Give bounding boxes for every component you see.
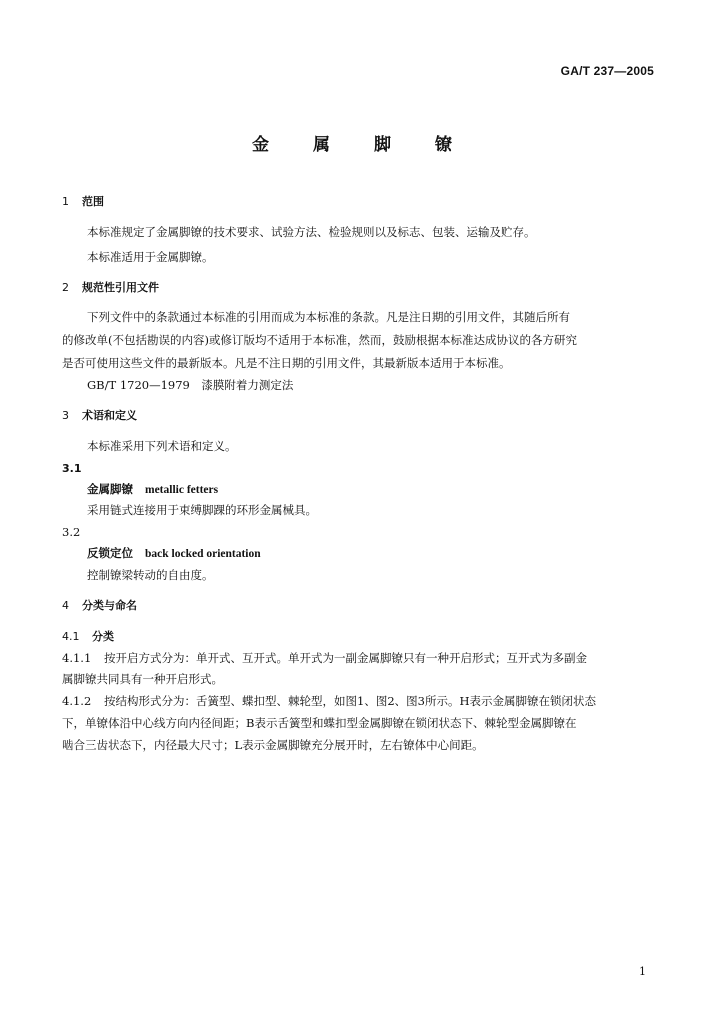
paragraph-line: 下列文件中的条款通过本标准的引用而成为本标准的条款。凡是注日期的引用文件，其随后所有 xyxy=(87,310,570,324)
section-number: 2 xyxy=(62,281,69,294)
clause-number: 4.1.2 xyxy=(62,694,92,708)
term-english: back locked orientation xyxy=(145,548,261,560)
section-title: 分类与命名 xyxy=(82,599,137,612)
section-number: 1 xyxy=(62,195,69,208)
term-definition: 控制镣梁转动的自由度。 xyxy=(87,568,214,582)
section-3-heading xyxy=(62,408,137,424)
section-title: 术语和定义 xyxy=(82,409,137,422)
paragraph: 本标准采用下列术语和定义。 xyxy=(87,439,237,453)
clause-number: 4.1.1 xyxy=(62,651,92,665)
page-number: 1 xyxy=(639,965,646,978)
term-chinese: 金属脚镣 xyxy=(87,482,133,496)
paragraph-line: 下，单镣体沿中心线方向内径间距；B表示舌簧型和蝶扣型金属脚镣在锁闭状态下、棘轮型金属脚镣在 xyxy=(62,716,577,730)
subsection-4-1-heading xyxy=(62,629,114,645)
clause-number: 3.2 xyxy=(62,525,81,539)
term-definition: 采用链式连接用于束缚脚踝的环形金属械具。 xyxy=(87,503,317,517)
paragraph-line: 属脚镣共同具有一种开启形式。 xyxy=(62,672,223,686)
section-number: 3 xyxy=(62,409,69,422)
section-4-heading xyxy=(62,598,137,614)
paragraph: 本标准规定了金属脚镣的技术要求、试验方法、检验规则以及标志、包装、运输及贮存。 xyxy=(87,225,536,239)
clause-text: 按结构形式分为：舌簧型、蝶扣型、棘轮型，如图1、图2、图3所示。H表示金属脚镣在锁闭状态 xyxy=(104,694,596,708)
clause-4-1-1-line xyxy=(62,650,587,666)
term-entry xyxy=(87,481,218,498)
section-number: 4 xyxy=(62,599,69,612)
paragraph: 本标准适用于金属脚镣。 xyxy=(87,250,214,264)
document-title: 金属脚镣 xyxy=(252,135,496,155)
term-chinese: 反锁定位 xyxy=(87,546,133,560)
section-2-heading xyxy=(62,280,159,296)
subsection-number: 4.1 xyxy=(62,630,80,643)
document-id: GA/T 237—2005 xyxy=(560,64,654,78)
term-english: metallic fetters xyxy=(145,484,219,496)
subsection-title: 分类 xyxy=(92,630,114,643)
term-entry xyxy=(87,545,261,562)
section-title: 规范性引用文件 xyxy=(82,281,159,294)
paragraph-line: 啮合三齿状态下，内径最大尺寸；L表示金属脚镣充分展开时，左右镣体中心间距。 xyxy=(62,738,484,752)
clause-4-1-2-line xyxy=(62,693,596,709)
section-1-heading xyxy=(62,194,104,210)
section-title: 范围 xyxy=(82,195,104,208)
paragraph-line: 的修改单(不包括勘误的内容)或修订版均不适用于本标准，然而，鼓励根据本标准达成协议的各方研究 xyxy=(62,333,577,347)
clause-text: 按开启方式分为：单开式、互开式。单开式为一副金属脚镣只有一种开启形式；互开式为多副金 xyxy=(104,651,587,665)
reference-entry: GB/T 1720—1979 漆膜附着力测定法 xyxy=(87,378,294,392)
clause-number: 3.1 xyxy=(62,462,82,475)
paragraph-line: 是否可使用这些文件的最新版本。凡是不注日期的引用文件，其最新版本适用于本标准。 xyxy=(62,356,511,370)
